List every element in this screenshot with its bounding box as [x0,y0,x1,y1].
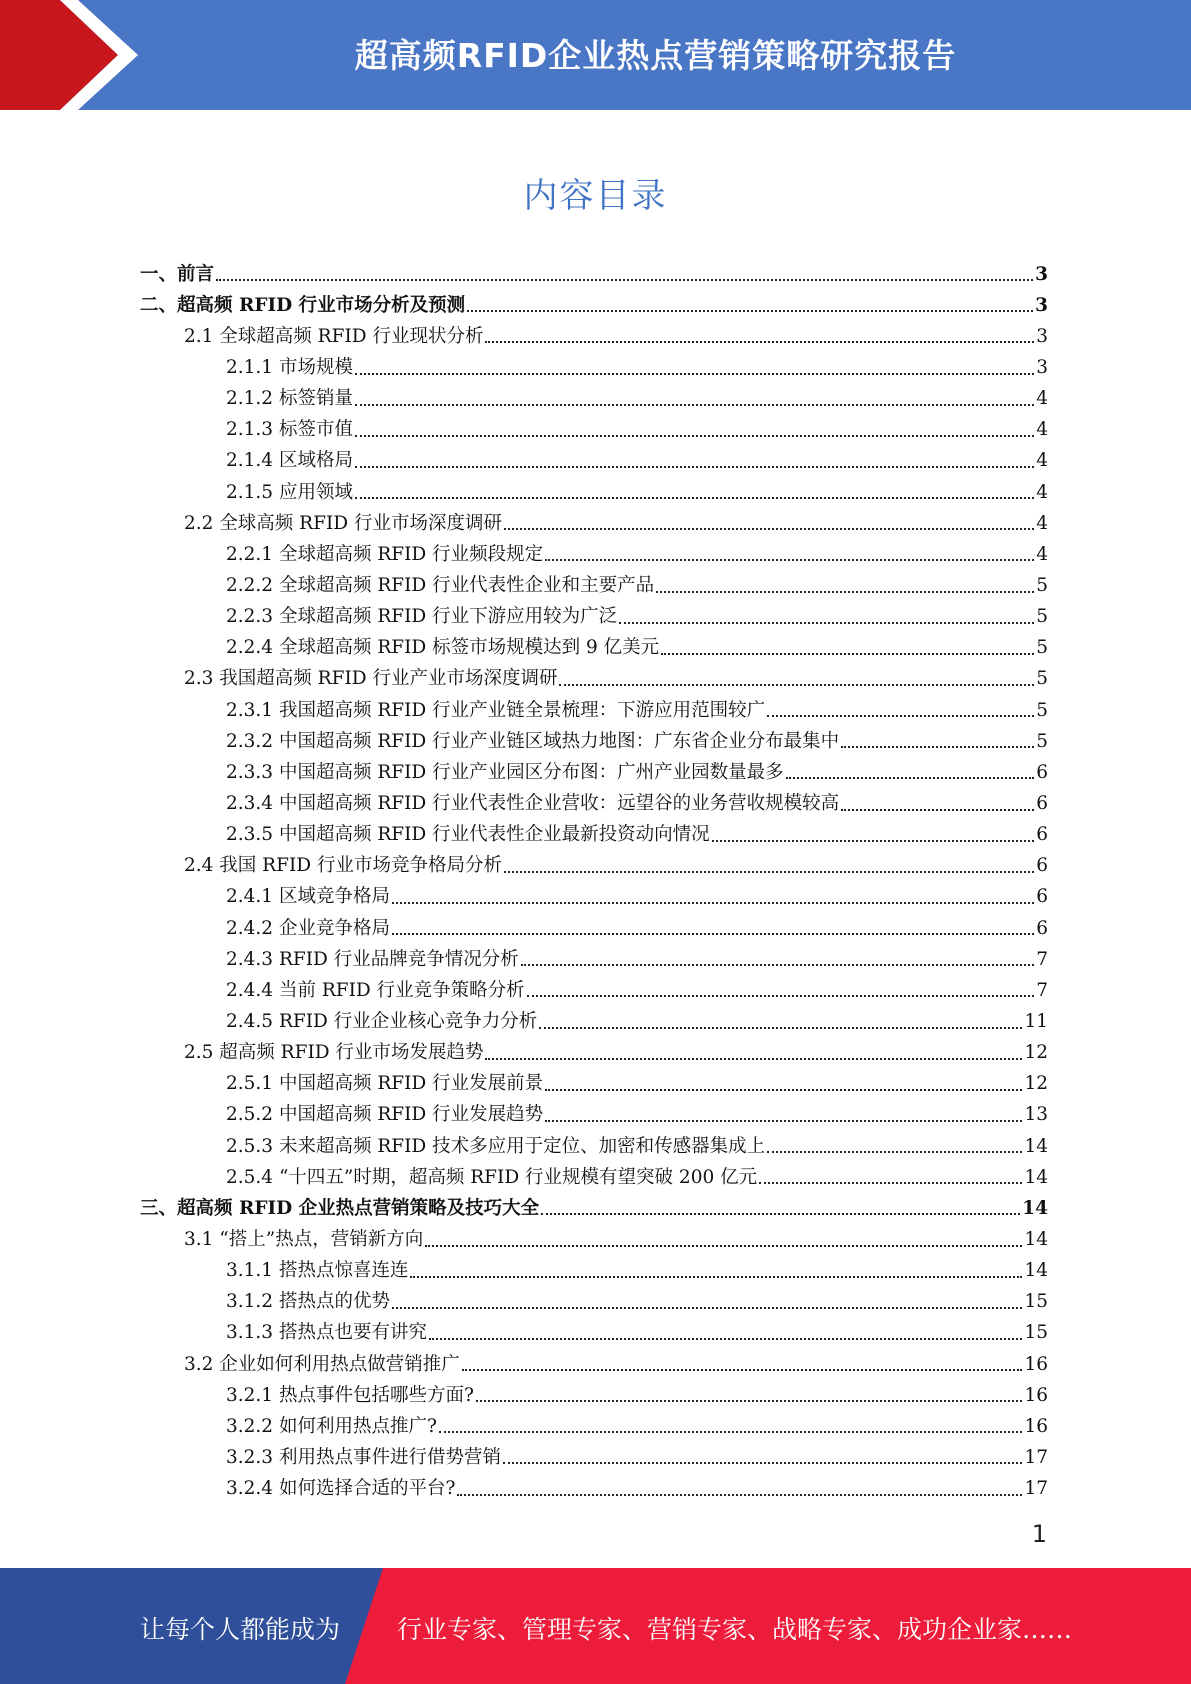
toc-leader-dots [539,1027,1022,1029]
toc-entry-label: 2.1 全球超高频 RFID 行业现状分析 [184,325,484,347]
toc-leader-dots [841,746,1034,748]
toc-entry-label: 2.5.4 “十四五”时期，超高频 RFID 行业规模有望突破 200 亿元 [226,1166,758,1188]
toc-entry-page: 6 [1036,886,1048,908]
toc-entry-label: 2.2.3 全球超高频 RFID 行业下游应用较为广泛 [226,606,618,628]
toc-entry-label: 2.4.1 区域竞争格局 [226,886,390,908]
toc-leader-dots [759,1182,1022,1184]
toc-entry[interactable] [140,1065,1048,1096]
toc-entry[interactable] [140,1252,1048,1283]
toc-leader-dots [355,497,1034,499]
toc-entry[interactable] [140,380,1048,411]
toc-entry[interactable] [140,1127,1048,1158]
toc-entry[interactable] [140,566,1048,597]
toc-entry-label: 2.3.4 中国超高频 RFID 行业代表性企业营收：远望谷的业务营收规模较高 [226,793,840,815]
toc-leader-dots [355,435,1034,437]
toc-entry-page: 4 [1036,450,1048,472]
toc-entry[interactable] [140,286,1048,317]
toc-leader-dots [656,591,1034,593]
toc-entry-page: 5 [1036,730,1048,752]
toc-entry-label: 2.5.1 中国超高频 RFID 行业发展前景 [226,1073,544,1095]
footer-slogan: 让每个人都能成为 [140,1615,341,1644]
toc-entry-page: 13 [1024,1104,1048,1126]
toc-entry-label: 3.2.3 利用热点事件进行借势营销 [226,1446,501,1468]
toc-entry-label: 2.1.4 区域格局 [226,450,353,472]
toc-entry-label: 3.1 “搭上”热点，营销新方向 [184,1229,424,1250]
toc-entry-label: 2.5.2 中国超高频 RFID 行业发展趋势 [226,1104,544,1126]
toc-leader-dots [392,1307,1022,1309]
toc-leader-dots [485,341,1034,343]
toc-entry-label: 3.1.3 搭热点也要有讲究 [226,1322,427,1344]
toc-entry[interactable] [140,598,1048,629]
toc-entry-page: 5 [1036,637,1048,659]
toc-entry[interactable] [140,1002,1048,1033]
toc-leader-dots [392,902,1034,904]
toc-entry-page: 7 [1036,948,1048,970]
toc-entry[interactable] [140,1438,1048,1469]
toc-entry-page: 16 [1024,1384,1048,1406]
toc-entry-page: 4 [1036,481,1048,503]
toc-entry-label: 2.3.5 中国超高频 RFID 行业代表性企业最新投资动向情况 [226,824,710,846]
toc-entry-page: 7 [1036,979,1048,1001]
toc-entry-page: 4 [1036,543,1048,565]
toc-entry-page: 14 [1024,1229,1048,1250]
toc-entry-page: 5 [1036,606,1048,628]
toc-entry-label: 3.2.4 如何选择合适的平台? [226,1478,456,1500]
toc-leader-dots [545,559,1034,561]
toc-entry[interactable] [140,1158,1048,1189]
toc-entry[interactable] [140,660,1048,691]
toc-entry-page: 4 [1036,419,1048,441]
toc-entry-page: 12 [1024,1073,1048,1095]
toc-entry-label: 2.3.1 我国超高频 RFID 行业产业链全景梳理：下游应用范围较广 [226,699,766,721]
toc-entry-label: 2.3.3 中国超高频 RFID 行业产业园区分布图：广州产业园数量最多 [226,761,784,783]
toc-entry[interactable] [140,878,1048,909]
toc-entry-label: 2.5 超高频 RFID 行业市场发展趋势 [184,1042,484,1064]
toc-leader-dots [504,871,1034,873]
footer-roles: 行业专家、管理专家、营销专家、战略专家、成功企业家…… [397,1615,1073,1644]
toc-entry-page: 6 [1036,824,1048,846]
toc-entry[interactable] [140,442,1048,473]
toc-leader-dots [767,715,1034,717]
toc-entry-page: 17 [1024,1446,1048,1468]
toc-entry-label: 2.2.1 全球超高频 RFID 行业频段规定 [226,543,544,565]
toc-leader-dots [786,777,1035,779]
toc-leader-dots [559,684,1034,686]
toc-entry-page: 6 [1036,793,1048,815]
toc-entry-page: 6 [1036,761,1048,783]
toc-entry[interactable] [140,847,1048,878]
toc-entry-label: 2.1.3 标签市值 [226,419,353,441]
toc-entry[interactable] [140,629,1048,660]
toc-leader-dots [429,1338,1022,1340]
toc-entry-label: 2.2.4 全球超高频 RFID 标签市场规模达到 9 亿美元 [226,637,660,659]
toc-entry-label: 3.1.1 搭热点惊喜连连 [226,1260,409,1282]
toc-entry-page: 3 [1036,357,1048,379]
toc-leader-dots [392,933,1034,935]
toc-entry[interactable] [140,1314,1048,1345]
toc-leader-dots [545,1120,1022,1122]
toc-heading: 内容目录 [523,176,668,216]
toc-entry[interactable] [140,1096,1048,1127]
toc-entry-label: 2.1.5 应用领域 [226,481,353,503]
toc-entry[interactable] [140,411,1048,442]
toc-leader-dots [521,964,1034,966]
toc-entry-page: 12 [1024,1042,1048,1064]
toc-entry[interactable] [140,317,1048,348]
toc-leader-dots [545,1089,1022,1091]
toc-entry-page: 11 [1024,1011,1048,1033]
toc-entry-label: 三、超高频 RFID 企业热点营销策略及技巧大全 [140,1197,540,1219]
toc-entry-label: 2.4.5 RFID 行业企业核心竞争力分析 [226,1011,538,1033]
toc-entry-label: 2.4.4 当前 RFID 行业竞争策略分析 [226,979,525,1001]
toc-leader-dots [712,840,1035,842]
toc-entry-page: 16 [1024,1415,1048,1437]
toc-entry-page: 14 [1024,1166,1048,1188]
toc-entry-page: 4 [1036,512,1048,534]
toc-leader-dots [457,1494,1022,1496]
toc-entry-page: 4 [1036,388,1048,410]
toc-entry[interactable] [140,1345,1048,1376]
toc-entry[interactable] [140,255,1048,286]
toc-entry-label: 2.2.2 全球超高频 RFID 行业代表性企业和主要产品 [226,575,655,597]
toc-entry-page: 3 [1035,294,1048,316]
toc-entry[interactable] [140,1407,1048,1438]
toc-leader-dots [841,809,1034,811]
toc-entry-label: 2.1.2 标签销量 [226,388,353,410]
toc-entry[interactable] [140,1283,1048,1314]
toc-entry-label: 3.2.2 如何利用热点推广? [226,1415,437,1437]
toc-entry-page: 16 [1024,1353,1048,1375]
toc-entry[interactable] [140,1469,1048,1500]
toc-entry-page: 14 [1024,1260,1048,1282]
toc-entry-label: 2.5.3 未来超高频 RFID 技术多应用于定位、加密和传感器集成上 [226,1135,766,1157]
toc-leader-dots [541,1213,1020,1215]
toc-leader-dots [619,622,1034,624]
toc-entry-page: 14 [1024,1135,1048,1157]
toc-leader-dots [355,373,1034,375]
toc-entry[interactable] [140,504,1048,535]
page-number: 1 [1031,1520,1047,1548]
toc-entry[interactable] [140,1376,1048,1407]
toc-entry[interactable] [140,348,1048,379]
toc-entry-label: 二、超高频 RFID 行业市场分析及预测 [140,294,466,316]
toc-leader-dots [425,1245,1022,1247]
toc-leader-dots [504,528,1034,530]
toc-entry-label: 2.3 我国超高频 RFID 行业产业市场深度调研 [184,668,558,690]
table-of-contents [140,255,1048,1501]
report-title: 超高频RFID企业热点营销策略研究报告 [354,36,957,75]
toc-entry[interactable] [140,1220,1048,1251]
toc-leader-dots [216,279,1033,281]
toc-entry-label: 2.4 我国 RFID 行业市场竞争格局分析 [184,855,502,877]
toc-leader-dots [767,1151,1022,1153]
toc-entry-page: 6 [1036,855,1048,877]
toc-entry-page: 3 [1036,325,1048,347]
toc-entry-page: 6 [1036,917,1048,939]
toc-entry-label: 3.2 企业如何利用热点做营销推广 [184,1353,460,1375]
toc-leader-dots [476,1400,1023,1402]
toc-entry[interactable] [140,909,1048,940]
toc-entry[interactable] [140,784,1048,815]
toc-leader-dots [355,404,1034,406]
toc-entry-label: 2.1.1 市场规模 [226,357,353,379]
toc-entry[interactable] [140,691,1048,722]
toc-entry[interactable] [140,722,1048,753]
toc-entry[interactable] [140,1034,1048,1065]
toc-entry-label: 3.2.1 热点事件包括哪些方面? [226,1384,474,1406]
toc-leader-dots [485,1058,1022,1060]
toc-entry-page: 5 [1036,668,1048,690]
toc-entry-label: 2.2 全球高频 RFID 行业市场深度调研 [184,512,502,534]
toc-leader-dots [410,1276,1022,1278]
toc-leader-dots [467,310,1033,312]
toc-entry-label: 3.1.2 搭热点的优势 [226,1291,390,1313]
toc-entry-label: 2.4.2 企业竞争格局 [226,917,390,939]
toc-entry[interactable] [140,816,1048,847]
toc-leader-dots [355,466,1034,468]
toc-entry-page: 14 [1022,1197,1048,1219]
toc-entry[interactable] [140,971,1048,1002]
toc-entry-label: 2.4.3 RFID 行业品牌竞争情况分析 [226,948,519,970]
toc-leader-dots [462,1369,1023,1371]
toc-leader-dots [439,1431,1023,1433]
toc-leader-dots [503,1462,1022,1464]
toc-entry-page: 17 [1024,1478,1048,1500]
toc-entry-page: 5 [1036,575,1048,597]
toc-entry-label: 2.3.2 中国超高频 RFID 行业产业链区域热力地图：广东省企业分布最集中 [226,730,840,752]
toc-entry[interactable] [140,1189,1048,1220]
toc-entry[interactable] [140,473,1048,504]
toc-entry-page: 5 [1036,699,1048,721]
toc-entry[interactable] [140,753,1048,784]
toc-leader-dots [527,995,1035,997]
page-header [0,0,1191,110]
page-footer [0,1568,1191,1684]
toc-entry[interactable] [140,535,1048,566]
toc-entry-page: 15 [1024,1291,1048,1313]
toc-entry[interactable] [140,940,1048,971]
toc-entry-page: 3 [1035,263,1048,285]
toc-entry-label: 一、前言 [140,263,215,285]
toc-entry-page: 15 [1024,1322,1048,1344]
toc-leader-dots [661,653,1034,655]
